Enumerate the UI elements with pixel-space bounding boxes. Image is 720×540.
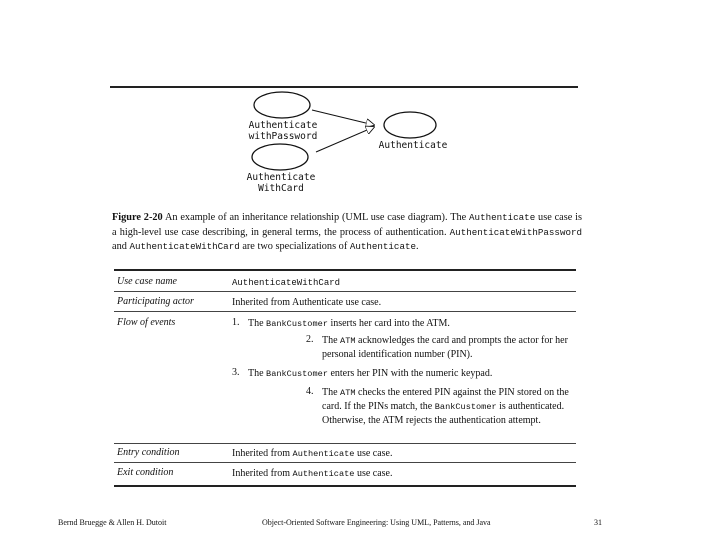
step-number: 3. <box>232 367 240 378</box>
row-divider <box>114 291 576 292</box>
step-number: 2. <box>306 334 314 345</box>
exit-condition-value: Inherited from Authenticate use case. <box>232 468 393 479</box>
footer-book-title: Object-Oriented Software Engineering: Using UML, Patterns, and Java <box>262 518 491 527</box>
use-case-ellipse-password <box>254 92 310 118</box>
step-number: 4. <box>306 386 314 397</box>
figure-caption: Figure 2-20 An example of an inheritance relationship (UML use case diagram). The Authenticate use case is a high-level use case describing, in general terms, the process of authentication. AuthenticateWithPassword and AuthenticateWithCard are two specializations of Authenticate. <box>112 212 583 252</box>
actor-value: Inherited from Authenticate use case. <box>232 297 382 308</box>
flow-label: Flow of events <box>117 317 176 328</box>
flow-step-1: The BankCustomer inserts her card into the ATM. <box>248 318 450 329</box>
page-number: 31 <box>594 518 602 527</box>
use-case-ellipse-card <box>252 144 308 170</box>
flow-step-4: The ATM checks the entered PIN against the PIN stored on the card. If the PINs match, the BankCustomer is authenticated. Otherwise, the ATM rejects the authentication attempt. <box>322 387 569 426</box>
table-bottom-rule <box>114 485 576 487</box>
figure-label: Figure 2-20 <box>112 212 163 223</box>
exit-condition-label: Exit condition <box>117 467 174 478</box>
row-divider <box>114 462 576 463</box>
use-case-name-value: AuthenticateWithCard <box>232 278 341 288</box>
use-case-card-label: Authenticate WithCard <box>246 172 316 194</box>
table-top-rule <box>114 269 576 271</box>
uml-diagram <box>0 0 720 210</box>
entry-condition-label: Entry condition <box>117 447 180 458</box>
footer-authors: Bernd Bruegge & Allen H. Dutoit <box>58 518 167 527</box>
flow-step-2: The ATM acknowledges the card and prompts the actor for her personal identification number (PIN). <box>322 335 568 360</box>
flow-step-3: The BankCustomer enters her PIN with the numeric keypad. <box>248 368 493 379</box>
actor-label: Participating actor <box>117 296 194 307</box>
row-divider <box>114 443 576 444</box>
use-case-name-label: Use case name <box>117 276 177 287</box>
use-case-authenticate-label: Authenticate <box>378 140 448 151</box>
entry-condition-value: Inherited from Authenticate use case. <box>232 448 393 459</box>
row-divider <box>114 311 576 312</box>
use-case-ellipse-authenticate <box>384 112 436 138</box>
use-case-password-label: Authenticate withPassword <box>248 120 318 142</box>
step-number: 1. <box>232 317 240 328</box>
